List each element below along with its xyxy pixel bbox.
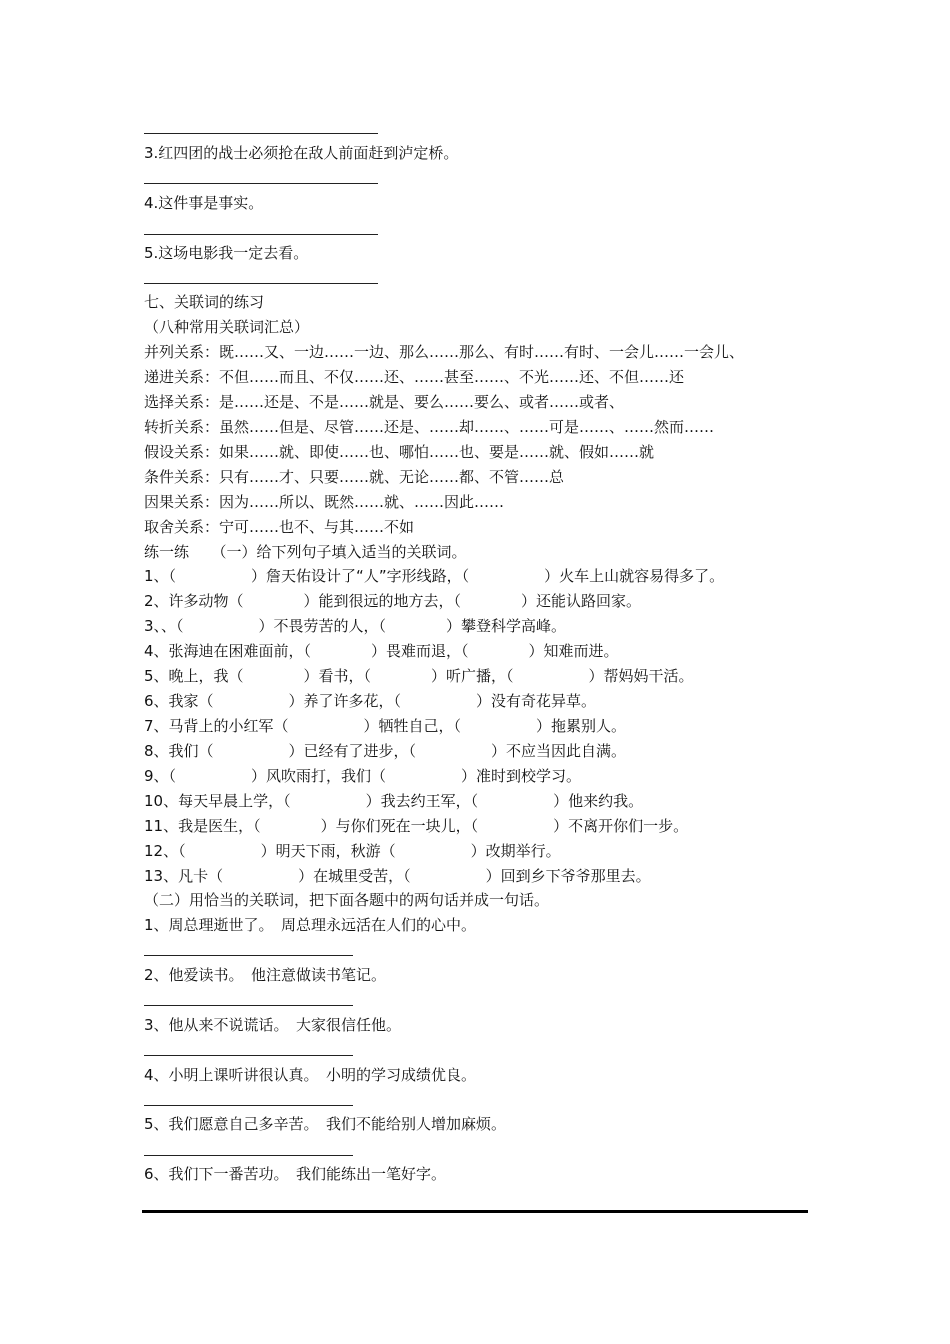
practice-header: 练一练 （一）给下列句子填入适当的关联词。 bbox=[144, 543, 467, 561]
answer-blank[interactable] bbox=[144, 1155, 353, 1156]
fill-item: 2、许多动物（ ）能到很远的地方去，（ ）还能认路回家。 bbox=[144, 592, 642, 610]
combine-item: 3、他从来不说谎话。 大家很信任他。 bbox=[144, 1016, 402, 1034]
relation-line: 递进关系：不但……而且、不仅……还、……甚至……、不光……还、不但……还 bbox=[144, 368, 685, 386]
answer-blank[interactable] bbox=[144, 183, 378, 184]
fill-item: 3、、（ ）不畏劳苦的人，（ ）攀登科学高峰。 bbox=[144, 617, 567, 635]
fill-item: 4、张海迪在困难面前，（ ）畏难而退，（ ）知难而进。 bbox=[144, 642, 619, 660]
fill-item: 1、（ ）詹天佑设计了“人”字形线路，（ ）火车上山就容易得多了。 bbox=[144, 567, 725, 585]
fill-item: 13、凡卡（ ）在城里受苦，（ ）回到乡下爷爷那里去。 bbox=[144, 867, 651, 885]
fill-item: 7、马背上的小红军（ ）牺牲自己，（ ）拖累别人。 bbox=[144, 717, 627, 735]
fill-item: 6、我家（ ）养了许多花，（ ）没有奇花异草。 bbox=[144, 692, 597, 710]
combine-item: 4、小明上课听讲很认真。 小明的学习成绩优良。 bbox=[144, 1066, 477, 1084]
section-title: 七、关联词的练习 bbox=[144, 293, 265, 311]
answer-blank[interactable] bbox=[144, 283, 378, 284]
fill-item: 11、我是医生，（ ）与你们死在一块儿，（ ）不离开你们一步。 bbox=[144, 817, 689, 835]
practice-header: （二）用恰当的关联词，把下面各题中的两句话并成一句话。 bbox=[144, 891, 550, 909]
fill-item: 12、（ ）明天下雨，秋游（ ）改期举行。 bbox=[144, 842, 561, 860]
combine-item: 2、他爱读书。 他注意做读书笔记。 bbox=[144, 966, 387, 984]
relation-line: 因果关系：因为……所以、既然……就、……因此…… bbox=[144, 493, 505, 511]
fill-item: 9、（ ）风吹雨打，我们（ ）准时到校学习。 bbox=[144, 767, 582, 785]
fill-item: 8、我们（ ）已经有了进步，（ ）不应当因此自满。 bbox=[144, 742, 627, 760]
relation-line: 并列关系：既……又、一边……一边、那么……那么、有时……有时、一会儿……一会儿、 bbox=[144, 343, 745, 361]
combine-item: 6、我们下一番苦功。 我们能练出一笔好字。 bbox=[144, 1165, 447, 1183]
answer-blank[interactable] bbox=[144, 1005, 353, 1006]
combine-item: 5、我们愿意自己多辛苦。 我们不能给别人增加麻烦。 bbox=[144, 1115, 507, 1133]
relation-line: 假设关系：如果……就、即使……也、哪怕……也、要是……就、假如……就 bbox=[144, 443, 655, 461]
sentence-item: 3.红四团的战士必须抢在敌人前面赶到泸定桥。 bbox=[144, 144, 459, 162]
section-subtitle: （八种常用关联词汇总） bbox=[144, 318, 310, 336]
fill-item: 5、晚上，我（ ）看书，（ ）听广播，（ ）帮妈妈干活。 bbox=[144, 667, 694, 685]
relation-line: 选择关系：是……还是、不是……就是、要么……要么、或者……或者、 bbox=[144, 393, 625, 411]
relation-line: 转折关系：虽然……但是、尽管……还是、……却……、……可是……、……然而…… bbox=[144, 418, 715, 436]
answer-blank[interactable] bbox=[144, 955, 353, 956]
sentence-item: 5.这场电影我一定去看。 bbox=[144, 244, 309, 262]
answer-blank[interactable] bbox=[144, 1105, 353, 1106]
footer-divider bbox=[142, 1210, 808, 1213]
relation-line: 条件关系：只有……才、只要……就、无论……都、不管……总 bbox=[144, 468, 565, 486]
answer-blank[interactable] bbox=[144, 234, 378, 235]
relation-line: 取舍关系：宁可……也不、与其……不如 bbox=[144, 518, 415, 536]
sentence-item: 4.这件事是事实。 bbox=[144, 194, 264, 212]
fill-item: 10、每天早晨上学，（ ）我去约王军，（ ）他来约我。 bbox=[144, 792, 644, 810]
answer-blank[interactable] bbox=[144, 133, 378, 134]
answer-blank[interactable] bbox=[144, 1055, 353, 1056]
combine-item: 1、周总理逝世了。 周总理永远活在人们的心中。 bbox=[144, 916, 477, 934]
